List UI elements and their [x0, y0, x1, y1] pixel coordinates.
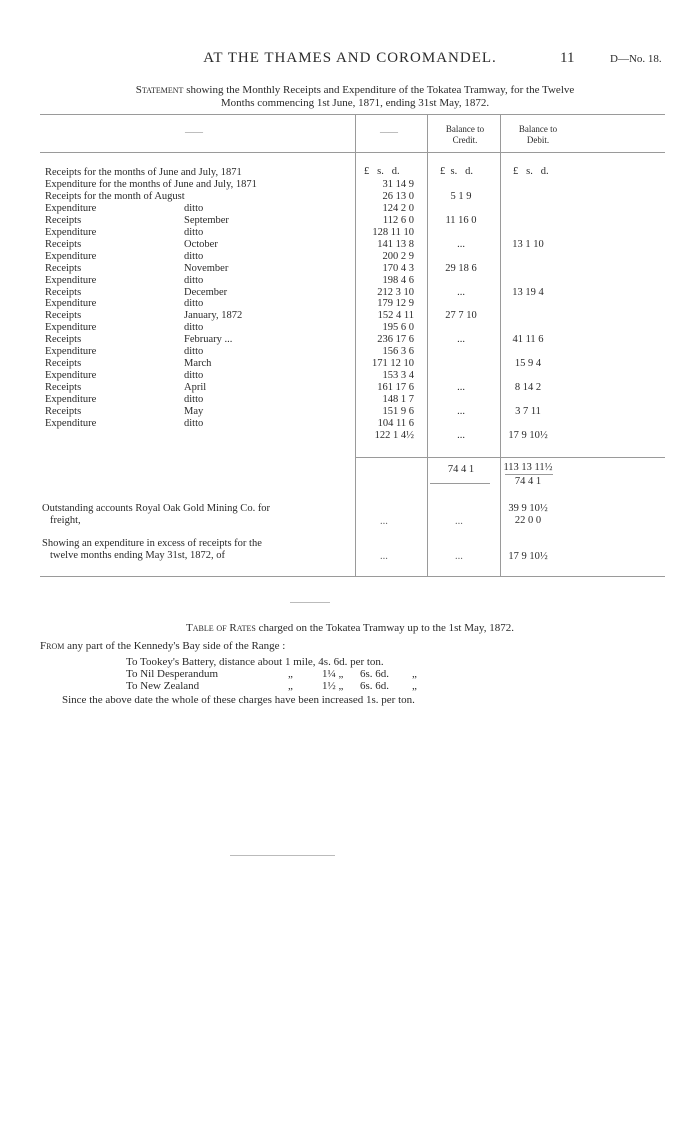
- rate-item-nil-ditto: „: [288, 668, 293, 680]
- statement-text-1: showing the Monthly Receipts and Expenditure of the Tokatea Tramway, for the Twelve: [183, 84, 575, 96]
- row-amount: 152 4 11: [377, 310, 414, 321]
- row-label: Receipts: [45, 215, 82, 226]
- row-amount: 122 1 4½: [374, 430, 414, 441]
- row-month: ditto: [184, 346, 204, 357]
- row-label: Receipts: [45, 239, 82, 250]
- rate-item-nz-ditto-2: „: [412, 680, 417, 692]
- row-amount: 31 14 9: [382, 179, 414, 190]
- row-credit: ...: [457, 406, 465, 417]
- debit-total-less-credit: 74 4 1: [514, 476, 542, 487]
- row-label: Expenditure: [45, 251, 97, 262]
- row-amount: 26 13 0: [382, 191, 414, 202]
- credit-header-line-2: Credit.: [452, 135, 478, 145]
- row-credit: 29 18 6: [445, 263, 477, 274]
- excess-dots-a: ...: [380, 551, 388, 562]
- row-amount: 141 13 8: [377, 239, 414, 250]
- credit-header-line-1: Balance to: [445, 124, 485, 134]
- row-amount: 200 2 9: [382, 251, 414, 262]
- row-month: April: [184, 382, 207, 393]
- page-number: 11: [560, 50, 575, 66]
- rates-title: [0, 622, 700, 634]
- row-month: ditto: [184, 227, 204, 238]
- row-month: ditto: [184, 275, 204, 286]
- row-credit: 27 7 10: [445, 310, 477, 321]
- rate-item-nz-ditto: „: [288, 680, 293, 692]
- column-header-amount: ——: [380, 127, 398, 137]
- row-label: Receipts: [45, 263, 82, 274]
- row-credit: 5 1 9: [450, 191, 472, 202]
- row-amount: 128 11 10: [372, 227, 414, 238]
- row-amount: 153 3 4: [382, 370, 414, 381]
- row-month: ditto: [184, 418, 204, 429]
- row-credit: ...: [457, 239, 465, 250]
- debit-sum-rule: [505, 474, 553, 475]
- excess-line-1: Showing an expenditure in excess of receipts for the: [42, 538, 262, 549]
- rate-item-nil-ditto-2: „: [412, 668, 417, 680]
- row-month: May: [184, 406, 204, 417]
- row-label: Expenditure: [45, 298, 97, 309]
- row-amount: 195 6 0: [382, 322, 414, 333]
- row-label: Expenditure: [45, 394, 97, 405]
- debit-total: 113 13 11½: [503, 462, 553, 473]
- row-amount: 212 3 10: [377, 287, 414, 298]
- row-debit: 13 1 10: [512, 239, 544, 250]
- row-label: Receipts for the month of August: [45, 191, 185, 202]
- row-month: November: [184, 263, 229, 274]
- row-amount: 171 12 10: [372, 358, 414, 369]
- row-label: Expenditure: [45, 203, 97, 214]
- table-bottom-rule: [40, 576, 665, 577]
- row-month: ditto: [184, 370, 204, 381]
- row-debit: 8 14 2: [514, 382, 542, 393]
- rates-title-lead: Table of Rates: [186, 622, 256, 634]
- rates-title-rest: charged on the Tokatea Tramway up to the 1st May, 1872.: [255, 622, 514, 634]
- subtotal-rule: [355, 457, 665, 458]
- rates-from-lead: From: [40, 640, 65, 652]
- table-header-rule: [40, 152, 665, 153]
- rates-from-rest: any part of the Kennedy's Bay side of the Range :: [64, 640, 286, 652]
- row-month: February ...: [184, 334, 233, 345]
- outstanding-dots-a: ...: [380, 516, 388, 527]
- excess-line-2: twelve months ending May 31st, 1872, of: [50, 550, 225, 561]
- outstanding-value-2: 22 0 0: [514, 515, 542, 526]
- row-month: ditto: [184, 394, 204, 405]
- page-title: AT THE THAMES AND COROMANDEL.: [203, 50, 497, 66]
- column-header-description: ——: [185, 127, 203, 137]
- row-amount: 170 4 3: [382, 263, 414, 274]
- page-end-divider: [230, 855, 335, 856]
- column-header-credit: [430, 124, 500, 146]
- row-label: Receipts: [45, 358, 82, 369]
- row-amount: 104 11 6: [377, 418, 414, 429]
- rate-item-nil-distance: 1¼ „: [322, 668, 344, 680]
- row-month: October: [184, 239, 218, 250]
- row-credit: ...: [457, 382, 465, 393]
- rate-item-nz-distance: 1½ „: [322, 680, 344, 692]
- row-debit: 3 7 11: [515, 406, 541, 417]
- row-month: December: [184, 287, 228, 298]
- row-label: Expenditure: [45, 346, 97, 357]
- row-amount: 151 9 6: [382, 406, 414, 417]
- outstanding-value-1: 39 9 10½: [508, 503, 548, 514]
- outstanding-line-2: freight,: [50, 515, 81, 526]
- row-label: Expenditure: [45, 370, 97, 381]
- row-amount: 112 6 0: [382, 215, 414, 226]
- column-rule-3: [500, 114, 501, 576]
- row-month: ditto: [184, 298, 204, 309]
- row-credit: ...: [457, 334, 465, 345]
- row-amount: 124 2 0: [382, 203, 414, 214]
- outstanding-dots-b: ...: [455, 516, 463, 527]
- rate-item-new-zealand: To New Zealand: [126, 680, 200, 692]
- credit-total: 74 4 1: [447, 464, 475, 475]
- row-amount: 161 17 6: [377, 382, 414, 393]
- row-debit: 17 9 10½: [508, 430, 548, 441]
- row-label: Receipts: [45, 310, 82, 321]
- row-label: Receipts: [45, 334, 82, 345]
- row-label: Receipts: [45, 287, 82, 298]
- row-month: ditto: [184, 203, 204, 214]
- row-label: Receipts for the months of June and July, 1871: [45, 167, 242, 178]
- rates-since-note: Since the above date the whole of these charges have been increased 1s. per ton.: [62, 694, 415, 706]
- row-debit: 41 11 6: [512, 334, 544, 345]
- row-amount: 198 4 6: [382, 275, 414, 286]
- section-divider: [290, 602, 330, 603]
- row-credit: ...: [457, 430, 465, 441]
- statement-text-2: Months commencing 1st June, 1871, ending 31st May, 1872.: [220, 97, 490, 109]
- column-rule-1: [355, 114, 356, 576]
- debit-header-line-2: Debit.: [526, 135, 550, 145]
- excess-value: 17 9 10½: [508, 551, 548, 562]
- rate-item-nil-desperandum: To Nil Desperandum: [126, 668, 219, 680]
- row-credit: 11 16 0: [445, 215, 477, 226]
- row-credit: ...: [457, 287, 465, 298]
- row-amount: 179 12 9: [377, 298, 414, 309]
- debit-header-line-1: Balance to: [518, 124, 558, 134]
- row-debit: 15 9 4: [514, 358, 542, 369]
- table-top-rule: [40, 114, 665, 115]
- row-month: ditto: [184, 322, 204, 333]
- units-amount: £ s. d.: [364, 166, 400, 177]
- row-label: Receipts: [45, 382, 82, 393]
- row-amount: 156 3 6: [382, 346, 414, 357]
- rate-item-nz-price: 6s. 6d.: [360, 680, 390, 692]
- rate-item-nil-price: 6s. 6d.: [360, 668, 390, 680]
- document-reference: D—No. 18.: [610, 53, 662, 65]
- column-rule-2: [427, 114, 428, 576]
- row-debit: 13 19 4: [512, 287, 544, 298]
- row-month: March: [184, 358, 212, 369]
- row-amount: 148 1 7: [382, 394, 414, 405]
- row-month: September: [184, 215, 229, 226]
- statement-lead: Statement: [135, 84, 184, 96]
- excess-dots-b: ...: [455, 551, 463, 562]
- row-label: Expenditure for the months of June and July, 1871: [45, 179, 257, 190]
- row-label: Expenditure: [45, 322, 97, 333]
- row-label: Receipts: [45, 406, 82, 417]
- units-credit: £ s. d.: [440, 166, 473, 177]
- row-month: ditto: [184, 251, 204, 262]
- column-header-debit: [503, 124, 573, 146]
- rate-item-tookeys: To Tookey's Battery, distance about 1 mile, 4s. 6d. per ton.: [126, 656, 384, 668]
- credit-sum-rule: [430, 483, 490, 484]
- outstanding-line-1: Outstanding accounts Royal Oak Gold Mining Co. for: [42, 503, 271, 514]
- row-label: Expenditure: [45, 275, 97, 286]
- units-debit: £ s. d.: [513, 166, 549, 177]
- row-amount: 236 17 6: [377, 334, 414, 345]
- row-month: January, 1872: [184, 310, 243, 321]
- row-label: Expenditure: [45, 418, 97, 429]
- statement-caption: [40, 84, 670, 110]
- rates-from: [40, 640, 285, 653]
- row-label: Expenditure: [45, 227, 97, 238]
